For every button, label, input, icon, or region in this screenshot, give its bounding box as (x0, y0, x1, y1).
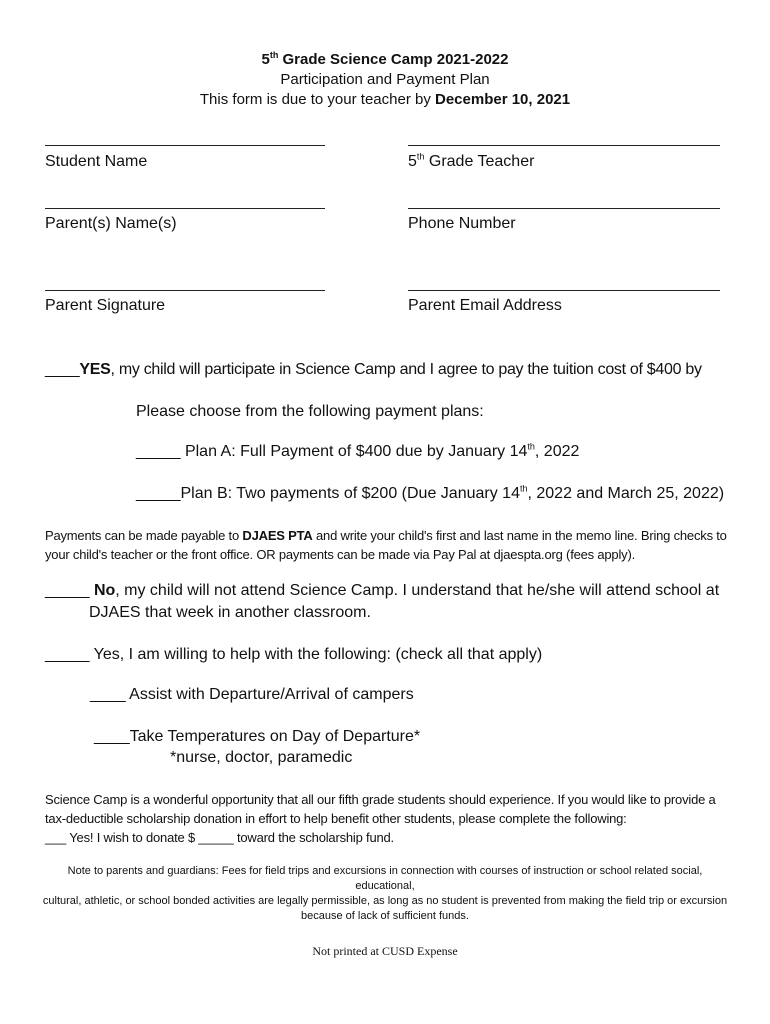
parent-names-label: Parent(s) Name(s) (45, 215, 177, 232)
parent-names-line[interactable] (45, 208, 325, 209)
volunteer-option[interactable]: _____ Yes, I am willing to help with the following: (check all that apply) (45, 646, 543, 663)
teacher-line[interactable] (408, 145, 720, 146)
signature-line[interactable] (45, 290, 325, 291)
due-date: December 10, 2021 (435, 91, 571, 108)
form-title: 5th Grade Science Camp 2021-2022 (261, 50, 509, 68)
no-option-line2: DJAES that week in another classroom. (89, 604, 371, 621)
student-name-line[interactable] (45, 145, 325, 146)
teacher-label: 5th Grade Teacher (408, 151, 535, 170)
phone-line[interactable] (408, 208, 720, 209)
email-label: Parent Email Address (408, 297, 562, 314)
yes-blank[interactable]: ____ (45, 361, 80, 378)
student-name-label: Student Name (45, 153, 148, 170)
plan-a-option: _____ Plan A: Full Payment of $400 due by January 14th, 2022 (136, 441, 580, 460)
temperatures-note: *nurse, doctor, paramedic (170, 749, 353, 766)
donation-paragraph: Science Camp is a wonderful opportunity that all our fifth grade students should experience. If you would like to provide a tax-deductible scholarship donation in effort to help benefit other students, please complete the following: ___ Yes! I wish to donate $ _____ toward the scholarship fund. (45, 792, 716, 845)
temperatures-option[interactable]: ____Take Temperatures on Day of Departure* (94, 728, 421, 745)
form-subtitle: Participation and Payment Plan (280, 71, 490, 88)
due-date-line: This form is due to your teacher by December 10, 2021 (199, 91, 571, 108)
assist-option[interactable]: ____ Assist with Departure/Arrival of campers (90, 686, 414, 703)
payments-note: Payments can be made payable to DJAES PTA and write your child's first and last name in the memo line. Bring checks to your child's teacher or the front office. OR payments can be made via Pay Pal at djaespta.org (fees apply). (45, 528, 727, 562)
footer-note: Not printed at CUSD Expense (312, 944, 458, 958)
no-option: _____ No, my child will not attend Science Camp. I understand that he/she will attend school at (45, 582, 720, 599)
plan-b-option: _____Plan B: Two payments of $200 (Due January 14th, 2022 and March 25, 2022) (136, 483, 725, 502)
donation-line[interactable]: ___ Yes! I wish to donate $ _____ toward the scholarship fund. (45, 830, 394, 845)
phone-label: Phone Number (408, 215, 516, 232)
plan-a-blank[interactable]: _____ (136, 443, 181, 460)
email-line[interactable] (408, 290, 720, 291)
no-blank[interactable]: _____ (45, 582, 94, 599)
yes-option: ____YES, my child will participate in Science Camp and I agree to pay the tuition cost of $400 by (45, 361, 702, 378)
legal-note: Note to parents and guardians: Fees for field trips and excursions in connection with courses of instruction or school related social, educational, cultural, athletic, or school bonded activities are legally permissible, as long as no student is prevented from making the field trip or excursion because of lack of sufficient funds. (42, 865, 728, 922)
signature-label: Parent Signature (45, 297, 166, 314)
choose-plan-text: Please choose from the following payment plans: (136, 403, 484, 420)
plan-b-blank[interactable]: _____ (136, 485, 181, 502)
